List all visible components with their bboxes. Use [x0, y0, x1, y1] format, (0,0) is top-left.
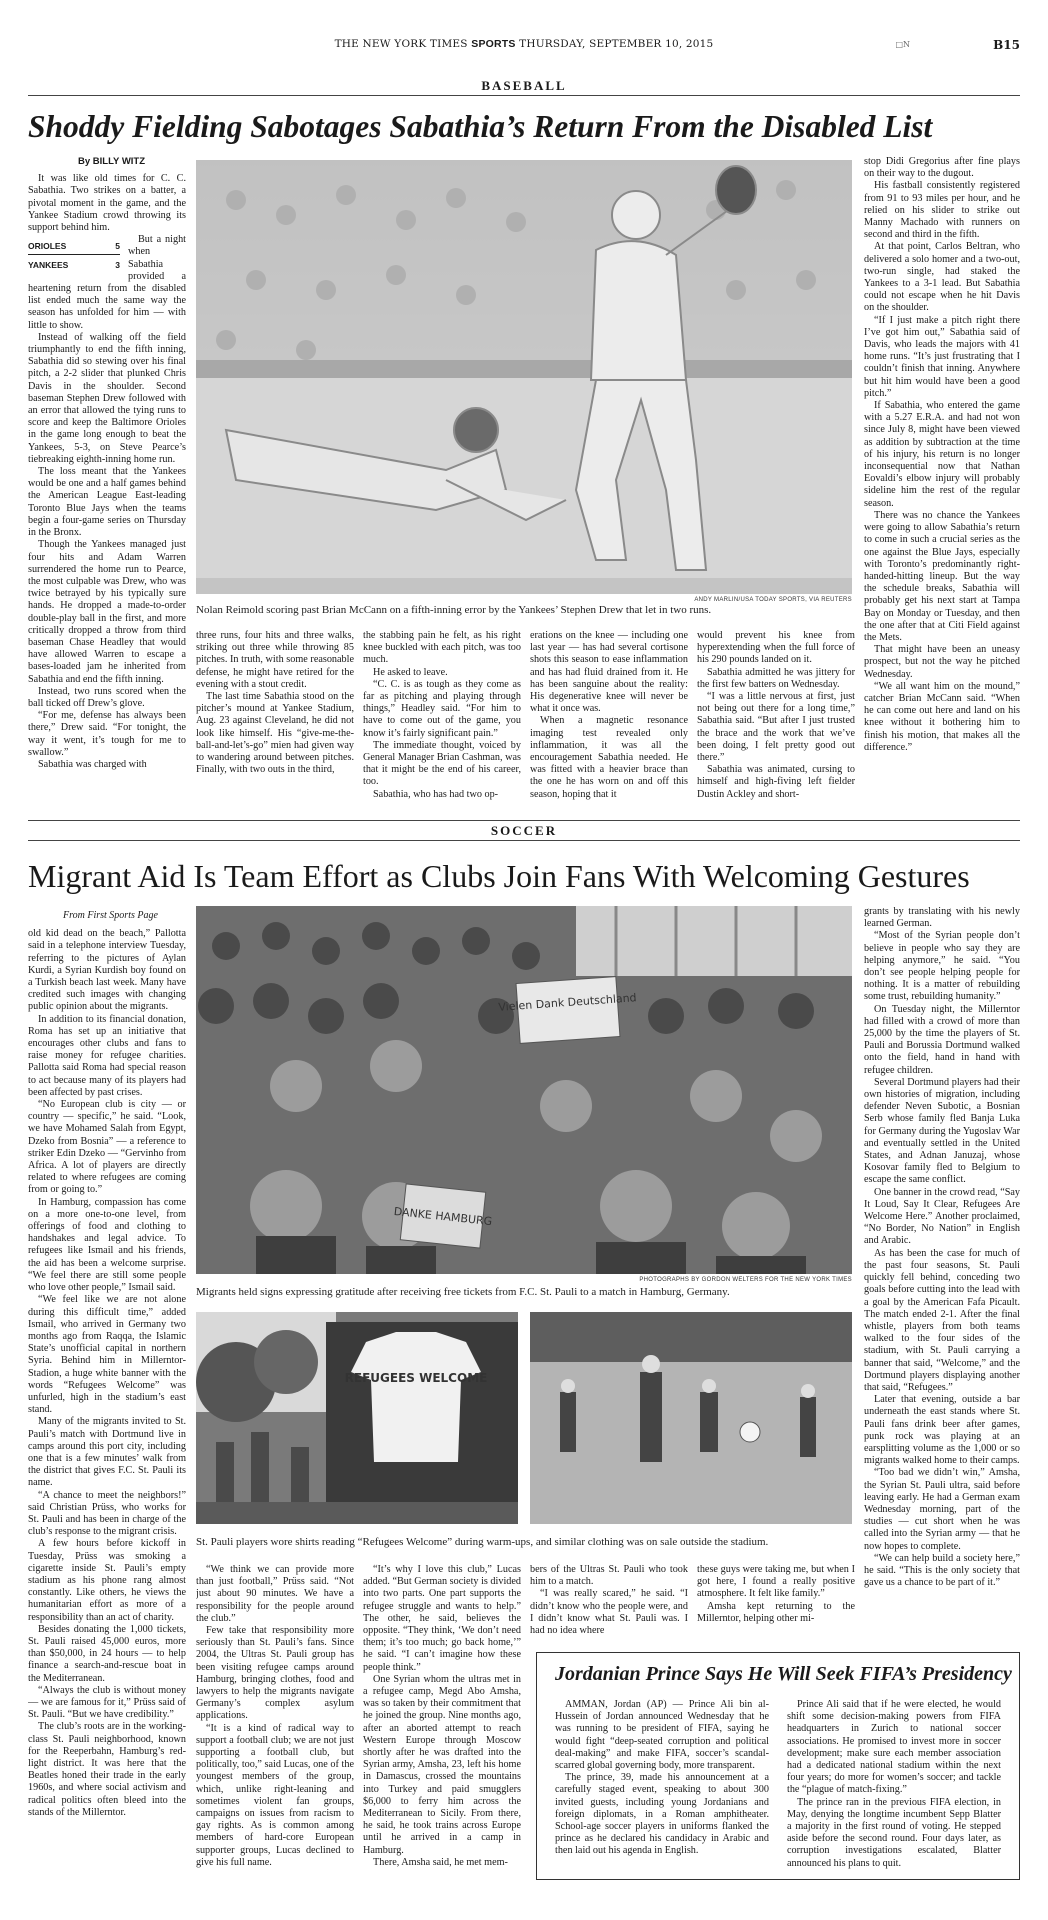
paragraph: “I was really scared,” he said. “I didn’t know who the people were, and I didn’t know what St. Pauli was. I had no idea where	[530, 1588, 688, 1637]
baseball-headline: Shoddy Fielding Sabotages Sabathia’s Return From the Disabled List	[28, 109, 933, 144]
paragraph: Many of the migrants invited to St. Pauli’s match with Dortmund live in camps around this port city, including one that is a few minutes’ walk from the district that gives F.C. St. Pauli its name.	[28, 1416, 186, 1489]
section-rule	[28, 95, 1020, 96]
paragraph: “Most of the Syrian people don’t believe in people who say they are helping anymore,” he said. “You don’t see people helping people for nothing. It is a matter of rebuilding some trust, rebuilding humanity.”	[864, 930, 1020, 1003]
linescore-box	[28, 236, 120, 273]
paragraph: If Sabathia, who entered the game with a 5.27 E.R.A. and had not won since July 8, might have been viewed as addition by subtraction at the time of his injury, his return is no longer inconsequential now that Nathan Eovaldi’s elbow injury will probably sideline him the rest of the regular season.	[864, 400, 1020, 509]
paragraph: these guys were taking me, but when I got here, I found a really positive atmosphere. It felt like family.”	[697, 1564, 855, 1600]
team-name: YANKEES	[28, 260, 69, 271]
warmups-photo	[530, 1312, 852, 1524]
page-masthead	[28, 38, 1020, 58]
section-rule	[28, 840, 1020, 841]
linescore-row	[28, 255, 120, 273]
photo-caption: Nolan Reimold scoring past Brian McCann on a fifth-inning error by the Yankees’ Stephen Drew that let in two runs.	[196, 604, 712, 616]
baseball-photo-illustration	[196, 160, 852, 594]
paragraph: three runs, four hits and three walks, striking out three while throwing 85 pitches. In truth, with some reasonable defense, he might have retired for the evening with a stout credit.	[196, 630, 354, 690]
paragraph: Sabathia, who has had two op-	[373, 788, 499, 800]
paragraph: On Tuesday night, the Millerntor had filled with a crowd of more than 25,000 by the time the players of St. Pauli and Borussia Dortmund walked onto the field, hand in hand with refugee children.	[864, 1003, 1020, 1076]
paragraph: stop Didi Gregorius after fine plays on their way to the dugout.	[864, 156, 1020, 180]
paragraph: grants by translating with his newly learned German.	[864, 906, 1020, 930]
paragraph: “If I just make a pitch right there I’ve got him out,” Sabathia said of Davis, who leads the majors with 41 home runs. “It’s just frustrating that I couldn’t finish that inning. Anywhere but hit him would have been a good pitch.”	[864, 314, 1020, 399]
page-number: B15	[993, 38, 1020, 52]
photo-credit: PHOTOGRAPHS BY GORDON WELTERS FOR THE NEW YORK TIMES	[639, 1277, 852, 1283]
paragraph: “A chance to meet the neighbors!” said Christian Prüss, who works for St. Pauli and has been in charge of the club’s response to the migrant crisis.	[28, 1489, 186, 1538]
paragraph: “We think we can provide more than just football,” Prüss said. “Not just about 90 minutes. We have a responsibility for the people around the club.”	[196, 1564, 354, 1624]
paragraph: The last time Sabathia stood on the pitcher’s mound at Yankee Stadium, Aug. 23 against Cleveland, he did not look like himself. His “give-me-the-ball-and-let’s-go” mien had given way to wandering around between pitches. Finally, with two outs in the third,	[196, 691, 354, 776]
paragraph: There was no chance the Yankees were going to allow Sabathia’s return to come in such a crucial series as the one against the Blue Jays, especially with Toronto’s predominantly right-handed-hitting lineup. But the way the schedule breaks, Sabathia will probably get his next start at Tampa Bay on Monday or Tuesday, and then the one after that at Citi Field against the Mets.	[864, 509, 1020, 643]
paragraph: “We all want him on the mound,” catcher Brian McCann said. “When he can come out here and land on his knee without it bothering him to finish his motion, that makes all the difference.”	[864, 680, 1020, 753]
paragraph: There, Amsha said, he met mem-	[373, 1856, 508, 1868]
baseball-column-1	[28, 156, 186, 846]
dateline: From First Sports Page	[63, 910, 158, 921]
paragraph: In addition to its financial donation, Roma has set up an initiative that encourages other clubs and fans to raise money for refugee charities. Pallotta said Roma had special reason to act because many of its players had been affected by past crises.	[28, 1013, 186, 1098]
paragraph: “Too bad we didn’t win,” Amsha, the Syrian St. Pauli ultra, said before leaving early. He had a German exam Wednesday morning, part of the studies — cut short when he was called into the Syrian army — that he now hopes to complete.	[864, 1467, 1020, 1552]
baseball-column-5	[697, 630, 855, 846]
soccer-column-3	[363, 1564, 521, 1884]
photo-credit: ANDY MARLIN/USA TODAY SPORTS, VIA REUTERS	[694, 597, 852, 603]
masthead-line	[28, 38, 1020, 50]
soccer-column-4	[530, 1564, 688, 1644]
byline: By BILLY WITZ	[78, 156, 146, 167]
nyt-logo-icon: □N	[895, 40, 910, 49]
section-label-baseball: BASEBALL	[481, 78, 567, 93]
paragraph: A few hours before kickoff in Tuesday, Prüss was smoking a cigarette inside St. Pauli’s empty stadium as his phone rang almost constantly. Like others, he views the humanitarian effort as more of a responsibility than an act of charity.	[28, 1538, 186, 1623]
paragraph: “For me, defense has always been there,” Drew said. “For tonight, the way it went, it’s tough for me to swallow.”	[28, 710, 186, 758]
paragraph: Several Dortmund players had their own histories of migration, including defender Neven Subotic, a Bosnian Serb whose family fled Banja Luka for Germany during the Yugoslav War and eventually settled in the United States, and Adnan Januzaj, whose Kosovar family fled to Belgium to escape the same conflict.	[864, 1076, 1020, 1186]
shirt-text: REFUGEES WELCOME	[344, 1371, 488, 1385]
baseball-column-4	[530, 630, 688, 846]
team-name: ORIOLES	[28, 241, 67, 252]
photo-caption: St. Pauli players wore shirts reading “Refugees Welcome” during warm-ups, and similar clothing was on sale outside the stadium.	[196, 1536, 769, 1548]
sidebar-column-1	[555, 1699, 769, 1858]
team-runs: 3	[115, 260, 120, 271]
paragraph: Sabathia admitted he was jittery for the first few batters on Wednesday.	[697, 666, 855, 690]
paragraph: “No European club is city — or country — specific,” he said. “Look, we have Mohamed Salah from Egypt, Dzeko from Bosnia” — a reference to striker Edin Dzeko — “Gervinho from Africa. A lot of players are directly related to where refugees are coming from or going to.”	[28, 1099, 186, 1196]
paragraph: When a magnetic resonance imaging test revealed only inflammation, it was all the encouragement Sabathia needed. He was fitted with a heavier brace than the one he has worn on and off this season, hoping that it	[530, 715, 688, 800]
soccer-headline: Migrant Aid Is Team Effort as Clubs Join Fans With Welcoming Gestures	[28, 858, 970, 894]
soccer-crowd-photo	[196, 906, 852, 1274]
soccer-column-2	[196, 1564, 354, 1884]
section-label-soccer: SOCCER	[490, 823, 558, 838]
paragraph: In Hamburg, compassion has come on a more one-to-one level, from offerings of food and clothing to handshakes and legal advice. To refugees like Ismail and his friends, the aid has been a welcome surprise. “We feel there are still some people who love other people,” Ismail said.	[28, 1196, 186, 1294]
paragraph: One Syrian whom the ultras met in a refugee camp, Megd Abo Amsha, was so taken by their commitment that he joined the group. Nine months ago, after an aborted attempt to reach Western Europe through Moscow shortly after he was drafted into the Syrian army, Amsha, 23, left his home in Damascus, crossed the mountains into Turkey and paid smugglers $6,000 to ferry him across the Mediterranean to Sicily. From there, he said, he took trains across Europe until he arrived in a camp in Hamburg.	[363, 1673, 521, 1856]
baseball-photo	[196, 160, 852, 594]
paragraph: “We can help build a society here,” he said. “This is the only society that gave us a chance to be part of it.”	[864, 1552, 1020, 1589]
paragraph: One banner in the crowd read, “Say It Loud, Say It Clear, Refugees Are Welcome Here.” Another proclaimed, “No Border, No Nation” in English and Arabic.	[864, 1186, 1020, 1247]
paragraph: “It’s why I love this club,” Lucas added. “But German society is divided into two parts. One part supports the refugee struggle and wants to help.” The other, he said, believes the opposite. “They think, ‘We don’t need them; it’s too much; go back home,’” he said. “I can’t imagine how these people think.”	[363, 1564, 521, 1673]
linescore-row	[28, 236, 120, 255]
issue-date: THURSDAY, SEPTEMBER 10, 2015	[519, 38, 714, 50]
crowd-photo-illustration	[196, 906, 852, 1274]
photo-caption: Migrants held signs expressing gratitude after receiving free tickets from F.C. St. Pauli to a match in Hamburg, Germany.	[196, 1286, 730, 1298]
soccer-column-6	[864, 906, 1020, 1646]
paragraph: The immediate thought, voiced by General Manager Brian Cashman, was that it might be the end of his career, too.	[363, 739, 521, 788]
paragraph: “I was a little nervous at first, just not being out there for a long time,” Sabathia said. “But after I just trusted the brace and the work that we’ve been doing, I felt pretty good out there.”	[697, 691, 855, 764]
section-rule	[28, 820, 1020, 821]
paragraph: It was like old times for C. C. Sabathia. Two strikes on a batter, a pivotal moment in the game, and the Yankee Stadium crowd throwing its support behind him.	[28, 173, 186, 234]
sidebar-headline: Jordanian Prince Says He Will Seek FIFA’s Presidency	[555, 1663, 1012, 1685]
paragraph: Later that evening, outside a bar underneath the east stands where St. Pauli fans drink beer after games, punk rock was playing at an earsplitting volume as the 1,000 or so migrants walked home to their camps.	[864, 1394, 1020, 1467]
paragraph: His fastball consistently registered from 91 to 93 miles per hour, and he relied on his slider to strike out Manny Machado with runners on second and third in the fifth.	[864, 180, 1020, 241]
paragraph: Sabathia was charged with	[38, 758, 147, 770]
paragraph: Instead of walking off the field triumphantly to end the fifth inning, Sabathia did so stewing over his final pitch, a 2-2 slider that plunked Chris Davis in the shoulder. Second baseman Stephen Drew followed with an error that allowed the tying runs to score and keep the Baltimore Orioles in the game long enough to beat the Yankees, 5-3, on Steve Pearce’s tiebreaking eighth-inning home run.	[28, 331, 186, 465]
paragraph: old kid dead on the beach,” Pallotta said in a telephone interview Tuesday, referring to the pictures of Aylan Kurdi, a Syrian Kurdish boy found on a Turkish beach last week. Many have credited such images with changing public opinion about the migrants.	[28, 928, 186, 1013]
paragraph: He asked to leave.	[373, 666, 448, 678]
team-runs: 5	[115, 241, 120, 252]
baseball-column-3	[363, 630, 521, 846]
section-name: SPORTS	[471, 38, 516, 50]
paragraph: The prince ran in the previous FIFA election, in May, denying the longtime incumbent Sepp Blatter a majority in the first round of voting. He stepped aside before the second round. Four days later, as corruption investigations escalated, Blatter announced his plans to quit.	[787, 1796, 1001, 1869]
paragraph: The loss meant that the Yankees would be one and a half games behind the American League East-leading Toronto Blue Jays when the teams begin a four-game series on Thursday in the Bronx.	[28, 466, 186, 539]
soccer-column-5	[697, 1564, 855, 1644]
paragraph: “Always the club is without money — we are famous for it,” Prüss said of St. Pauli. “But we have credibility.”	[28, 1684, 186, 1721]
paragraph: Though the Yankees managed just four hits and Adam Warren surrendered the home run to Pearce, the most culpable was Drew, who was twice betrayed by his typically sure hands. He dropped a made-to-order double-play ball in the first, and more critically dropped a throw from third baseman Chase Headley that would have allowed Warren to escape a bases-loaded jam he inherited from Sabathia and end the fifth inning.	[28, 539, 186, 685]
sidebar-column-2	[787, 1699, 1001, 1870]
sign-text: Vielen Dank Deutschland	[497, 991, 638, 1014]
paragraph: Few take that responsibility more seriously than St. Pauli’s fans. Since 2004, the Ultras St. Pauli group has been visiting refugee camps around Hamburg, bringing clothes, food and lawyers to help the migrants navigate Germany’s complex asylum applications.	[196, 1625, 354, 1722]
baseball-column-6	[864, 156, 1020, 846]
paragraph: Instead, two runs scored when the ball ticked off Drew’s glove.	[28, 685, 186, 709]
paragraph: would prevent his knee from hyperextending when the full force of his 290 pounds landed on it.	[697, 630, 855, 666]
paragraph: the stabbing pain he felt, as his right knee buckled with each pitch, was too much.	[363, 630, 521, 666]
paragraph: erations on the knee — including one last year — has had several cortisone shots this season to ease inflammation and has had fluid drained from it. He has been sanguine about the reality: His degenerative knee will never be what it once was.	[530, 630, 688, 715]
shirt-stall-illustration	[196, 1312, 518, 1524]
paragraph: Besides donating the 1,000 tickets, St. Pauli raised 45,000 euros, more than $50,000, in 24 hours — to help finance a search-and-rescue boat in the Mediterranean.	[28, 1623, 186, 1684]
sign-text: DANKE HAMBURG	[393, 1204, 493, 1229]
shirt-stall-photo	[196, 1312, 518, 1524]
paragraph: “C. C. is as tough as they come as far as pitching and playing through things,” Headley said. “For him to have to come out of the game, you know it’s fairly significant pain.”	[363, 678, 521, 739]
paragraph: The club’s roots are in the working-class St. Pauli neighborhood, known for the Reeperbahn, Hamburg’s red-light district. It was here that the Beatles honed their trade in the early 1960s, and where social activism and radical politics often bleed into the stands of the Millerntor.	[28, 1721, 186, 1818]
paragraph: bers of the Ultras St. Pauli who took him to a match.	[530, 1564, 688, 1588]
paragraph: Sabathia was animated, cursing to himself and high-fiving left fielder Dustin Ackley and short-	[697, 764, 855, 800]
paragraph: AMMAN, Jordan (AP) — Prince Ali bin al-Hussein of Jordan announced Wednesday that he was running to be president of FIFA, saying he would fight “deep-seated corruption and political deal-making” and make FIFA, soccer’s scandal-scarred global governing body, more transparent.	[555, 1699, 769, 1772]
fifa-sidebar-box	[536, 1652, 1020, 1880]
baseball-column-2	[196, 630, 354, 846]
paragraph: But a night when Sabathia provided a heartening return from the disabled list ended much the same way the season has unfolded for him — with little to show.	[28, 234, 186, 331]
paragraph: The prince, 39, made his announcement at a carefully staged event, speaking to about 300 invited guests, including young Jordanians and foreign diplomats, in a Roman amphitheater. School-age soccer players in uniforms flanked the prince as he declared his candidacy in Arabic and then laid out his agenda in English.	[555, 1772, 769, 1857]
soccer-column-1	[28, 910, 186, 1890]
publication-name: THE NEW YORK TIMES	[334, 38, 468, 50]
paragraph: “It is a kind of radical way to support a football club; we are not just supporting a football club, but politically, too,” said Lucas, one of the youngest members of the group, which, unlike right-leaning and sometimes violent fan groups, campaigns on issues from racism to gay rights. As is common among members of hard-core European supporter groups, Lucas declined to give his full name.	[196, 1722, 354, 1868]
paragraph: Amsha kept returning to the Millerntor, helping other mi-	[697, 1600, 855, 1624]
paragraph: As has been the case for much of the past four seasons, St. Pauli quickly fell behind, conceding two goals before cutting into the lead with a goal by the American Fafa Picault. The match ended 2-1. After the final whistle, players from both teams walked to the four sides of the stadium, with St. Pauli carrying a banner that said, “Welcome,” and the Dortmund players displaying another that said, “Refugees.”	[864, 1247, 1020, 1393]
paragraph: Prince Ali said that if he were elected, he would shift some decision-making powers from FIFA headquarters in Zurich to national soccer associations. He promised to invest more in soccer development; make sure each member association had a dedicated national stadium within the next four years; do more for women’s soccer; and tackle the “plague of match-fixing.”	[787, 1699, 1001, 1796]
paragraph: “We feel like we are not alone during this difficult time,” added Ismail, who arrived in Germany two months ago from Raqqa, the Islamic State’s unofficial capital in northern Syria. Behind him in Millerntor-Stadion, a huge white banner with the words “Refugees Welcome” was unfurled, high in the stadium’s east stand.	[28, 1294, 186, 1416]
paragraph: That might have been an uneasy prospect, but not the way he pitched Wednesday.	[864, 644, 1020, 680]
warmups-illustration	[530, 1312, 852, 1524]
paragraph: At that point, Carlos Beltran, who delivered a solo homer and a two-out, two-run single, had staked the Yankees to a 3-1 lead. But Sabathia could not escape when he hit Davis on the shoulder.	[864, 241, 1020, 314]
